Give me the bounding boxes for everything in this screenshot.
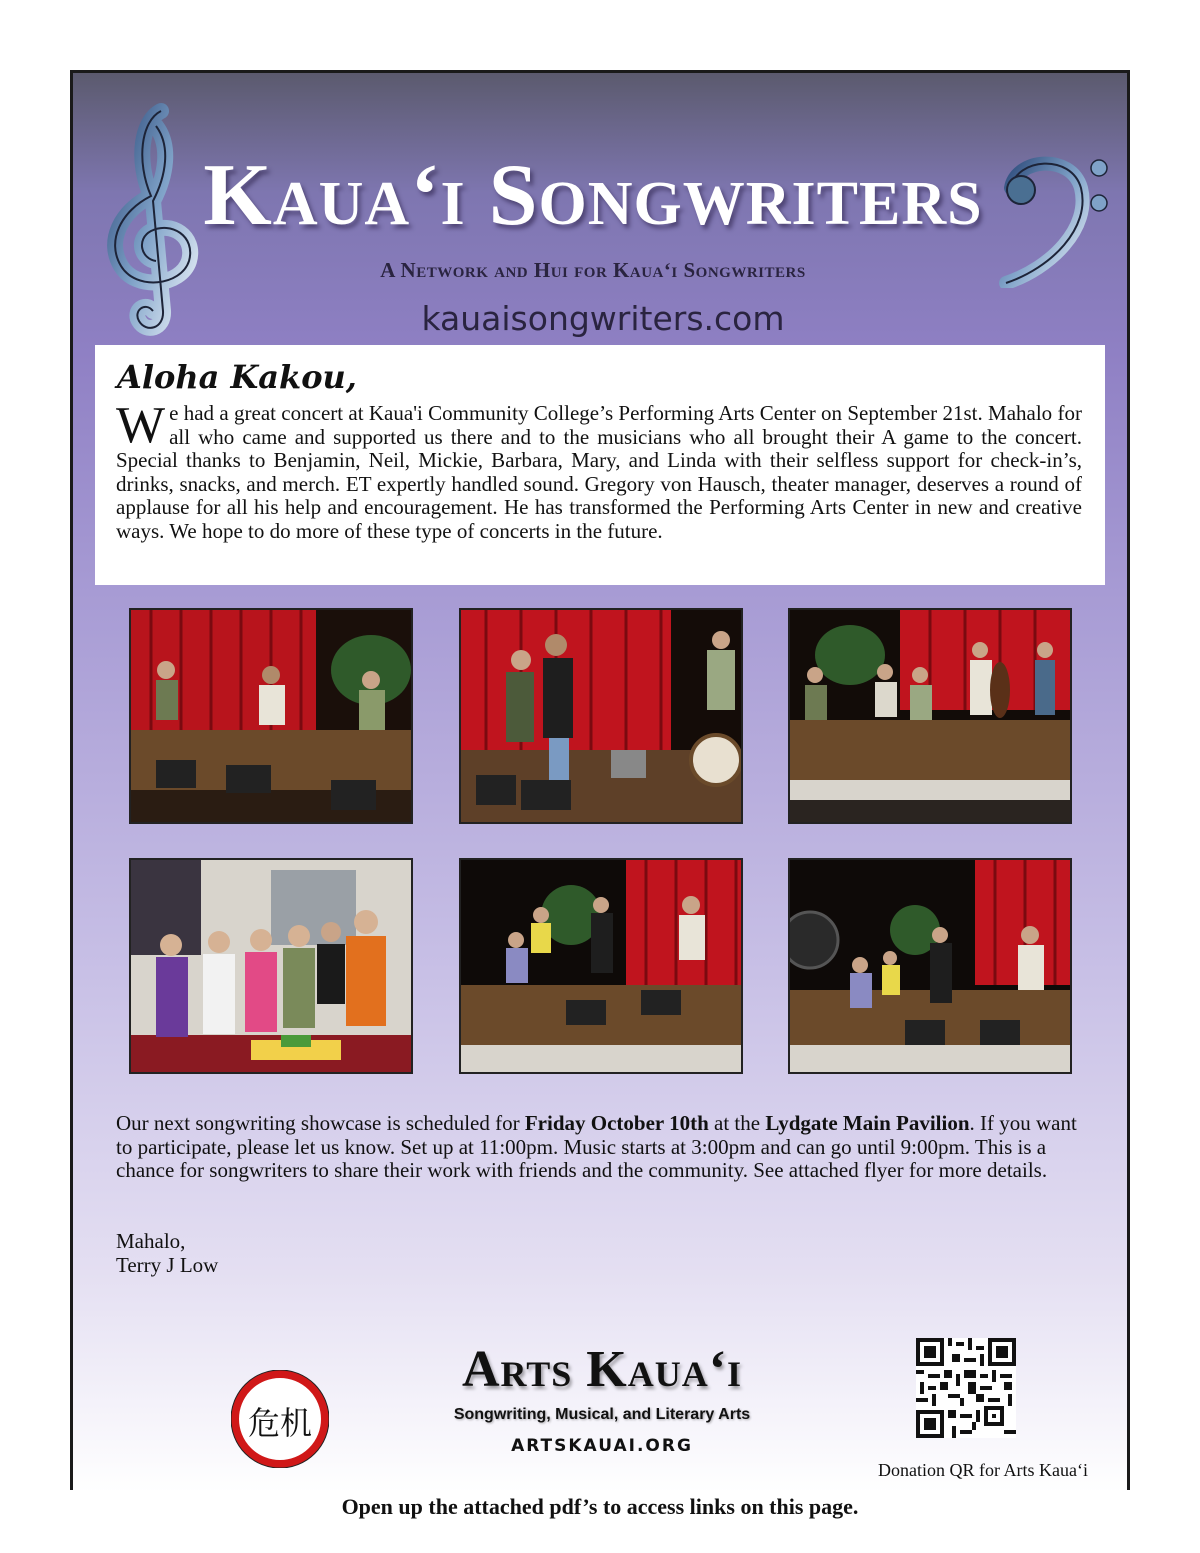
closing: Mahalo, [116, 1229, 186, 1253]
arts-kauai-tagline: Songwriting, Musical, and Literary Arts [453, 1406, 751, 1423]
website-link[interactable]: kauaisongwriters.com [421, 299, 785, 338]
greeting: Aloha Kakou, [117, 358, 357, 396]
bass-clef-icon [991, 148, 1111, 288]
paragraph-intro-text: e had a great concert at Kaua'i Community College’s Performing Arts Center on September 21st. Mahalo for all who came and supported us there and to the musicians who all brought their A game to the concert. Special thanks to Benjamin, Neil, Mickie, Barbara, Mary, and Linda with their selfless support for check-in’s, drinks, snacks, and merch. ET expertly handled sound. Gregory von Hausch, theater manager, deserves a round of applause for all his help and encouragement. He has transformed the Performing Arts Center in new and creative ways. We hope to do more of these type of concerts in the future. [116, 401, 1082, 543]
footer-note: Open up the attached pdf’s to access links on this page. [341, 1494, 859, 1519]
concert-photo-5 [788, 858, 1072, 1074]
arts-kauai-logo [452, 1340, 752, 1470]
newsletter-subtitle: A Network and Hui for Kaua‘i Songwriters [380, 258, 806, 282]
paragraph-showcase [116, 1112, 1086, 1183]
showcase-date: Friday October 10th [524, 1111, 709, 1135]
treble-clef-icon [101, 101, 201, 341]
signature: Terry J Low [116, 1253, 219, 1277]
paragraph-intro [116, 397, 1082, 543]
newsletter-title: Kaua‘i Songwriters [203, 147, 983, 244]
arts-kauai-url[interactable]: ARTSKAUAI.ORG [511, 1436, 693, 1456]
letter-signoff [116, 1229, 218, 1277]
showcase-venue: Lydgate Main Pavilion [765, 1111, 970, 1135]
showcase-text-1: Our next songwriting showcase is scheduled for [116, 1111, 525, 1135]
qr-caption: Donation QR for Arts Kaua‘i [878, 1460, 1088, 1480]
seal-text: 危机 [247, 1404, 312, 1442]
showcase-text-3: . If you want to participate, please let us know. Set up at 11:00pm. Music starts at 3:00pm and can go until 9:00pm. This is a chance for songwriters to share their work with friends and the community. See attached flyer for more details. [116, 1111, 1077, 1182]
arts-kauai-name: Arts Kaua‘i [461, 1341, 743, 1398]
concert-photo-1 [129, 608, 413, 824]
concert-photo-4 [459, 858, 743, 1074]
donation-qr-code[interactable] [916, 1338, 1016, 1438]
header-banner [73, 73, 1127, 348]
concert-photo-2 [459, 608, 743, 824]
concert-photo-3 [788, 608, 1072, 824]
showcase-text-2: at the [708, 1111, 766, 1135]
seal-logo [231, 1370, 329, 1468]
group-photo [129, 858, 413, 1074]
dropcap: W [116, 397, 166, 454]
